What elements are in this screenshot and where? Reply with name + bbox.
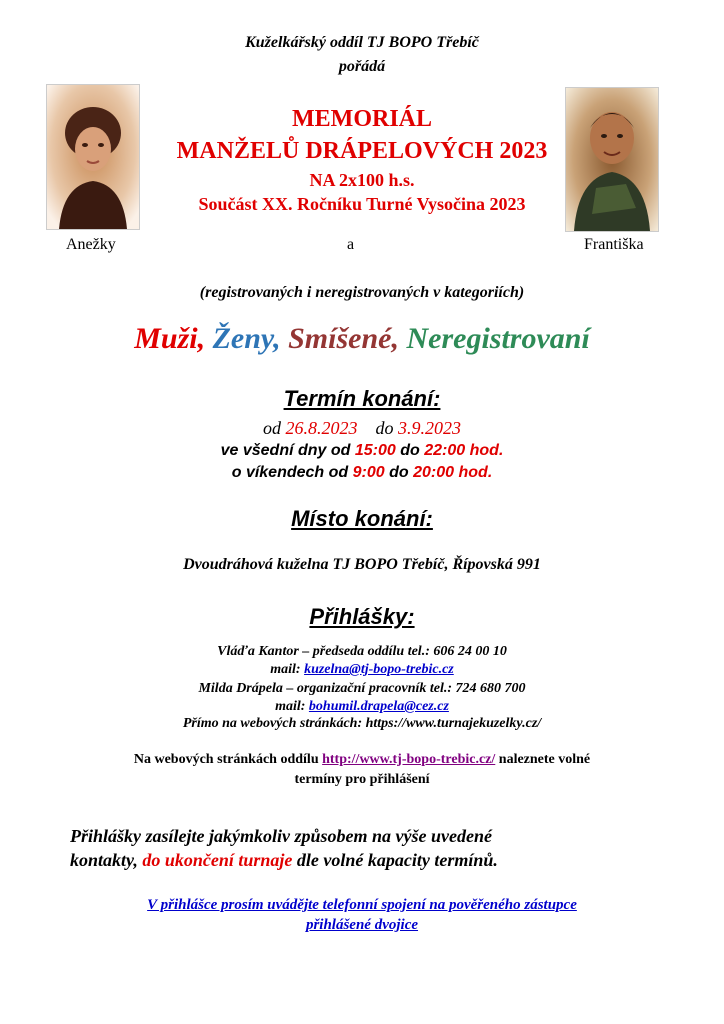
club-website-link[interactable]: http://www.tj-bopo-trebic.cz/: [322, 752, 496, 767]
closing-deadline: do ukončení turnaje: [142, 850, 293, 870]
prihlasky-heading: Přihlášky:: [309, 604, 415, 629]
web-url[interactable]: https://www.turnajekuzelky.cz/: [365, 716, 542, 731]
weekend-to: 20:00 hod.: [413, 464, 493, 481]
weekday-from: 15:00: [354, 442, 396, 459]
category-zeny: Ženy,: [212, 322, 281, 355]
closing-line1: Přihlášky zasílejte jakýmkoliv způsobem na výše uvedené: [70, 826, 492, 846]
closing-capacity: dle volné kapacity termínů.: [296, 850, 498, 870]
category-smisene: Smíšené,: [288, 322, 399, 355]
termin-date-from: 26.8.2023: [285, 418, 358, 438]
weekend-from: 9:00: [352, 464, 385, 481]
termin-heading: Termín konání:: [283, 386, 441, 411]
termin-od: od: [263, 418, 281, 438]
title-format: NA 2x100 h.s.: [309, 170, 415, 190]
web-line: [0, 716, 724, 732]
contact-drapela: Milda Drápela – organizační pracovník tel.: 724 680 700: [198, 681, 526, 696]
category-neregistrovani: Neregistrovaní: [406, 322, 590, 355]
misto-address: Dvoudráhová kuželna TJ BOPO Třebíč, Řípovská 991: [183, 556, 541, 573]
mail-kantor-link[interactable]: kuzelna@tj-bopo-trebic.cz: [304, 662, 454, 677]
termin-dates: [0, 418, 724, 439]
info-line2: termíny pro přihlášení: [294, 772, 430, 787]
title-names: MANŽELŮ DRÁPELOVÝCH 2023: [176, 138, 548, 164]
closing-line2: [70, 850, 498, 871]
title-memorial: MEMORIÁL: [292, 106, 432, 132]
title-series: Součást XX. Ročníku Turné Vysočina 2023: [198, 194, 526, 214]
termin-weekday: [0, 442, 724, 460]
mail-drapela-link[interactable]: bohumil.drapela@cez.cz: [308, 699, 449, 714]
web-label: Přímo na webových stránkách:: [182, 716, 363, 731]
weekday-to: 22:00 hod.: [424, 442, 504, 459]
mail-drapela-line: [0, 699, 724, 715]
info-line1: [0, 752, 724, 768]
presents: pořádá: [338, 58, 386, 75]
misto-heading: Místo konání:: [291, 506, 433, 531]
categories-note: (registrovaných i neregistrovaných v kategoriích): [199, 284, 525, 301]
info-suffix: naleznete volné: [498, 752, 591, 767]
mail1-label: mail:: [270, 662, 301, 677]
categories-line: [0, 322, 724, 356]
contact-kantor: Vláďa Kantor – předseda oddílu tel.: 606 24 00 10: [217, 644, 507, 659]
mail-kantor-line: [0, 662, 724, 678]
termin-do: do: [375, 418, 394, 438]
closing-note2: přihlášené dvojice: [305, 917, 419, 933]
mail2-label: mail:: [275, 699, 306, 714]
weekend-prefix: o víkendech od: [231, 464, 349, 481]
info-prefix: Na webových stránkách oddílu: [133, 752, 319, 767]
organizer: Kuželkářský oddíl TJ BOPO Třebíč: [245, 34, 479, 51]
termin-date-to: 3.9.2023: [398, 418, 461, 438]
termin-weekend: [0, 464, 724, 482]
weekend-mid: do: [389, 464, 409, 481]
closing-note1: V přihlášce prosím uvádějte telefonní spojení na pověřeného zástupce: [147, 897, 577, 913]
closing-kontakty: kontakty,: [70, 850, 138, 870]
caption-anezka: Anežky: [66, 236, 116, 253]
caption-and: a: [347, 236, 355, 253]
weekday-prefix: ve všední dny od: [220, 442, 351, 459]
caption-frantisek: Františka: [584, 236, 644, 253]
category-muzi: Muži,: [134, 322, 206, 355]
weekday-mid: do: [400, 442, 420, 459]
